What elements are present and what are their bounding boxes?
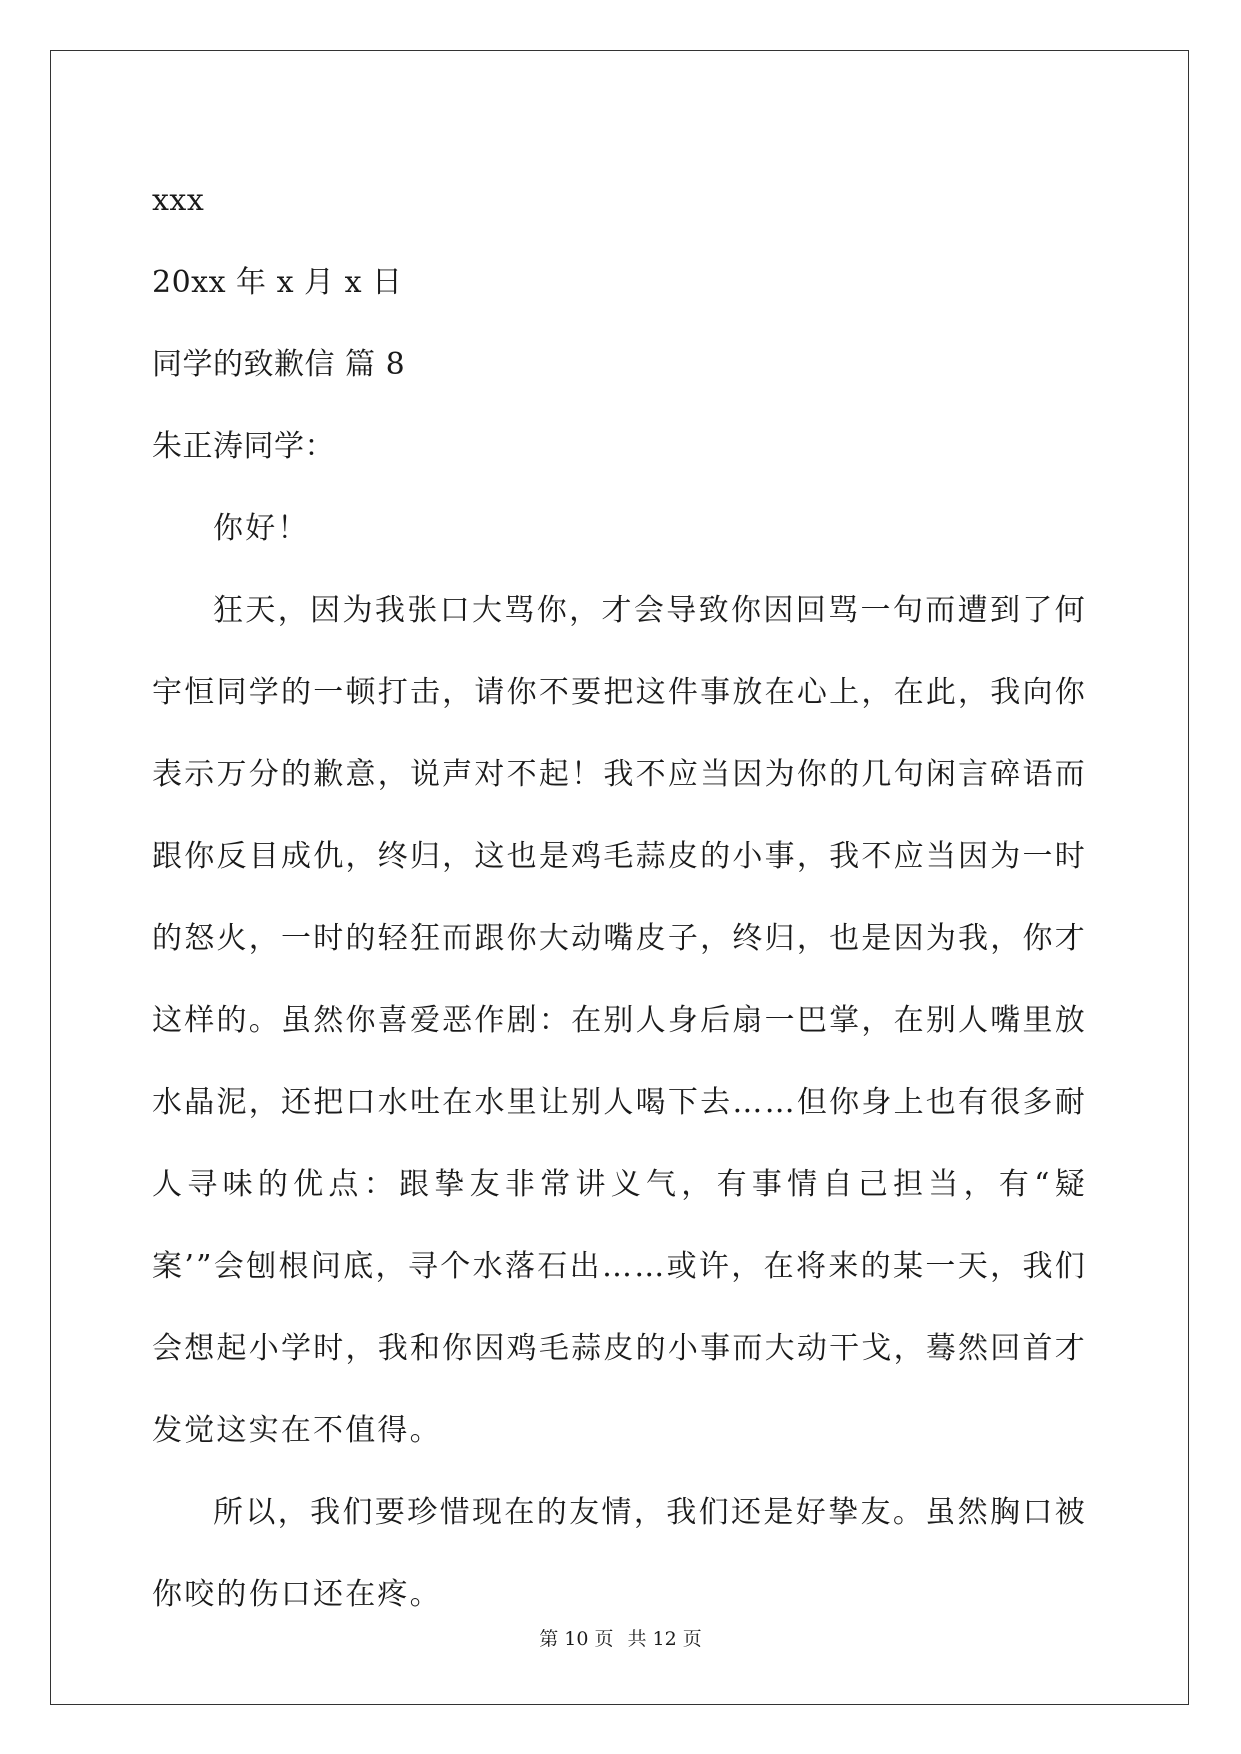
date-line: 20xx 年 x 月 x 日 xyxy=(152,265,403,300)
document-body xyxy=(152,160,1087,1636)
body-paragraph-1: 狂天，因为我张口大骂你，才会导致你因回骂一句而遭到了何宇恒同学的一顿打击，请你不要把这件事放在心上，在此，我向你表示万分的歉意，说声对不起！我不应当因为你的几句闲言碎语而跟你反目成仇，终归，这也是鸡毛蒜皮的小事，我不应当因为一时的怒火，一时的轻狂而跟你大动嘴皮子，终归，也是因为我，你才这样的。虽然你喜爱恶作剧：在别人身后扇一巴掌，在别人嘴里放水晶泥，还把口水吐在水里让别人喝下去……但你身上也有很多耐人寻味的优点：跟挚友非常讲义气，有事情自己担当，有“疑案’”会刨根问底，寻个水落石出……或许，在将来的某一天，我们会想起小学时，我和你因鸡毛蒜皮的小事而大动干戈，蓦然回首才发觉这实在不值得。 xyxy=(152,593,1087,1448)
salutation: 朱正涛同学： xyxy=(152,429,335,464)
page-number: 第 10 页 xyxy=(539,1628,614,1650)
signature-line: xxx xyxy=(152,183,205,218)
greeting: 你好！ xyxy=(213,511,310,546)
body-paragraph-2: 所以，我们要珍惜现在的友情，我们还是好挚友。虽然胸口被你咬的伤口还在疼。 xyxy=(152,1495,1087,1612)
page-footer xyxy=(0,1624,1241,1651)
section-title: 同学的致歉信 篇 8 xyxy=(152,347,406,382)
page-total: 共 12 页 xyxy=(627,1628,702,1650)
